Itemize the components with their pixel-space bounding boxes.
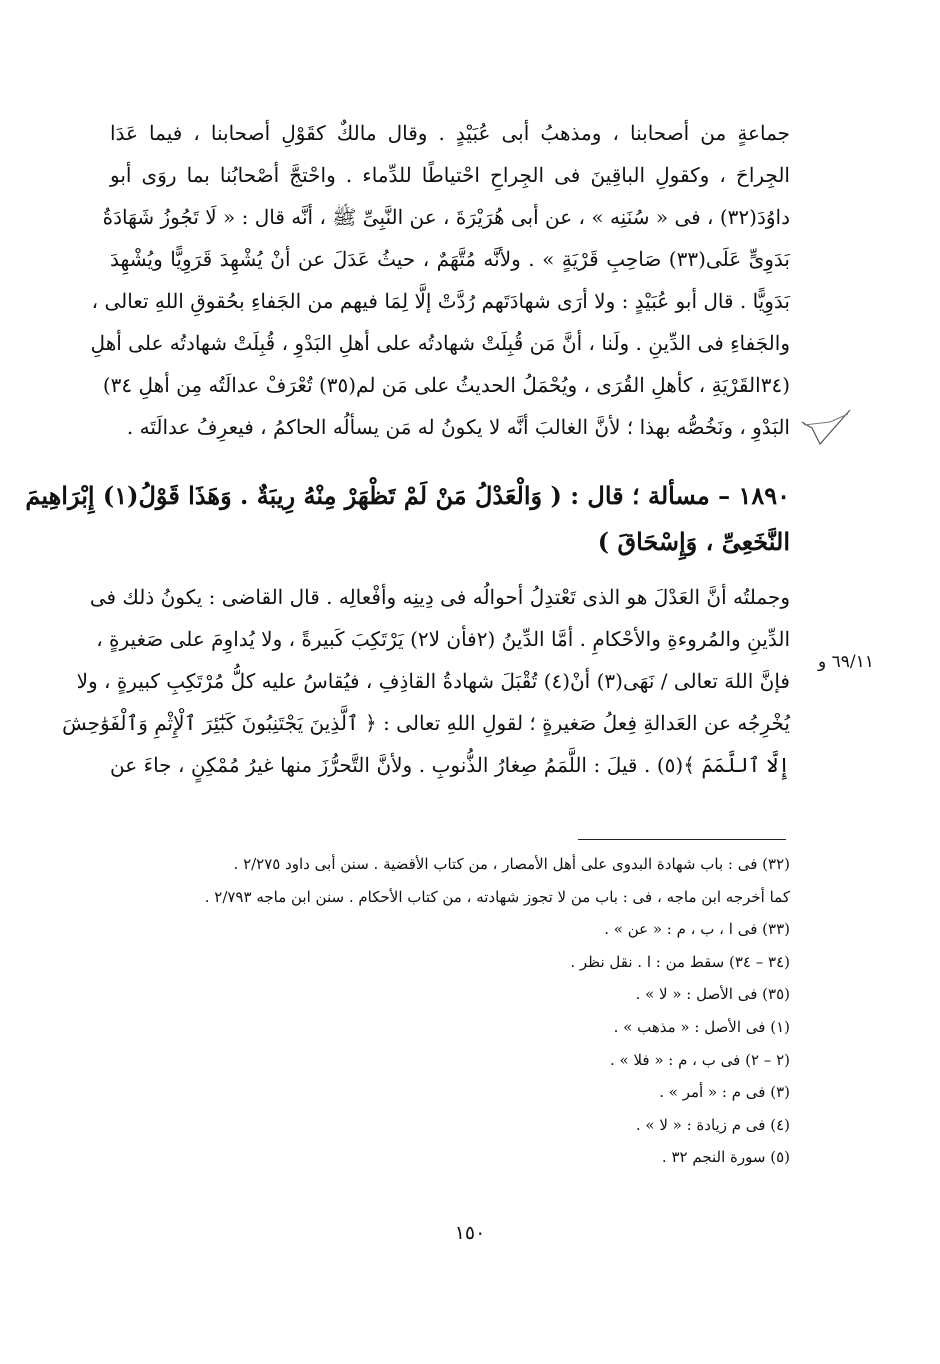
text-line: فإنَّ اللهَ تعالى / نَهَى(٣) أنْ(٤) تُقْبَلَ شهادةُ القاذِفِ ، فيُقاسُ عليه كلُّ مُرْتَكِبِ كبيرةٍ ، ولا: [76, 669, 790, 693]
footnote: (٣٣) فى ا ، ب ، م : « عن » .: [604, 920, 790, 939]
text-line: بَدَوِيًّا . قال أبو عُبَيْدٍ : ولا أرَى شهادَتَهم رُدَّتْ إلَّا لِمَا فيهم من الجَفاءِ بحُقوقِ اللهِ تعالى ،: [91, 289, 790, 313]
text-line: إِلَّا ٱللَّمَمَ ﴾(٥) . قيلَ : اللَّمَمُ صِغارُ الذُّنوبِ . ولأنَّ التَّحرُّزَ منها غيرُ مُمْكِنٍ ، جاءَ عن: [110, 753, 790, 777]
page-number: ١٥٠: [454, 1222, 486, 1244]
text-line: الدِّينِ والمُروءةِ والأحْكامِ . أمَّا الدِّينُ (٢فأن لا٢) يَرْتَكِبَ كَبيرةً ، ولا يُداوِمَ على صَغيرةٍ ،: [96, 627, 790, 651]
footnote: (٣٤ – ٣٤) سقط من : ا . نقل نظر .: [570, 952, 790, 971]
text-line: يُخْرِجُه عن العَدالةِ فِعلُ صَغيرةٍ ؛ لقولِ اللهِ تعالى : ﴿ ٱلَّذِينَ يَجْتَنِبُونَ كَبَٰٓئِرَ ٱلْإِثْمِ وَٱلْفَوَٰحِشَ: [62, 711, 790, 735]
masala-heading: [25, 473, 790, 565]
text-line: الجِراحَ ، وكقولِ الباقِينَ فى الجِراحِ احْتياطًا للدِّماء . واحْتجَّ أصْحابُنا بما روَى أبو: [110, 163, 790, 187]
text-line: البَدْوِ ، ونَخُصُّه بهذا ؛ لأنَّ الغالبَ أنَّه لا يكونُ له مَن يسألُه الحاكمُ ، فيعرِفُ عدالَتَه .: [126, 415, 790, 439]
footnote: (٥) سورة النجم ٣٢ .: [661, 1148, 790, 1167]
heading-line: ١٨٩٠ – مسألة ؛ قال : ( وَالْعَدْلُ مَنْ لَمْ تَظْهَرْ مِنْهُ رِيبَةٌ . وَهَذَا قَوْلُ(١) إِبْرَاهِيمَ: [25, 481, 790, 510]
footnotes: [140, 848, 790, 1174]
text-line: داوُدَ(٣٢) ، فى « سُنَنِه » ، عن أبى هُرَيْرَةَ ، عن النَّبِىِّ ﷺ ، أنَّه قال : « لَا تَجُوزُ شَهَادَةُ: [102, 205, 790, 229]
correction-mark-icon: [800, 400, 852, 450]
text-line: وجملتُه أنَّ العَدْلَ هو الذى تَعْتدِلُ أحوالُه فى دِينِه وأفْعالِه . قال القاضى : يكونُ ذلك فى: [89, 585, 790, 609]
text-line: والجَفاءِ فى الدِّينِ . ولَنا ، أنَّ مَن قُبِلَتْ شهادتُه على أهلِ البَدْوِ ، قُبِلَتْ شهادتُه على أهلِ: [90, 331, 790, 355]
paragraph-2: [62, 576, 790, 786]
footnote: (٢ – ٢) فى ب ، م : « فلا » .: [609, 1050, 790, 1069]
footnote: (٤) فى م زيادة : « لا » .: [635, 1115, 790, 1134]
heading-line: النَّخَعِىِّ ، وَإِسْحَاقَ ): [597, 527, 790, 556]
text-line: (٣٤القَرْيَةِ ، كأهلِ القُرَى ، ويُحْمَلُ الحديثُ على مَن لم(٣٥) تُعْرَفْ عدالَتُه مِن أهلِ ٣٤): [102, 373, 790, 397]
footnote-separator: [578, 839, 786, 840]
footnote: كما أخرجه ابن ماجه ، فى : باب من لا تجوز شهادته ، من كتاب الأحكام . سنن ابن ماجه ٢/٧٩٣ .: [204, 887, 790, 906]
text-line: بَدَوِىٍّ عَلَى(٣٣) صَاحِبِ قَرْيَةٍ » . ولأنَّه مُتَّهَمٌ ، حيثُ عَدَلَ عن أنْ يُشْهِدَ قَرَوِيًّا ويُشْهِدَ: [110, 247, 790, 271]
text-line: جماعةٍ من أصحابنا ، ومذهبُ أبى عُبَيْدٍ . وقال مالكٌ كقَوْلِ أصحابنا ، فيما عَدَا: [110, 121, 790, 145]
paragraph-1: [90, 112, 790, 448]
manuscript-folio-note: ٦٩/١١ و: [818, 652, 874, 672]
footnote: (١) فى الأصل : « مذهب » .: [613, 1017, 790, 1036]
footnote: (٣٥) فى الأصل : « لا » .: [635, 985, 790, 1004]
footnote: (٣) فى م : « أمر » .: [659, 1083, 790, 1102]
footnote: (٣٢) فى : باب شهادة البدوى على أهل الأمصار ، من كتاب الأقضية . سنن أبى داود ٢/٢٧٥ .: [233, 855, 790, 873]
